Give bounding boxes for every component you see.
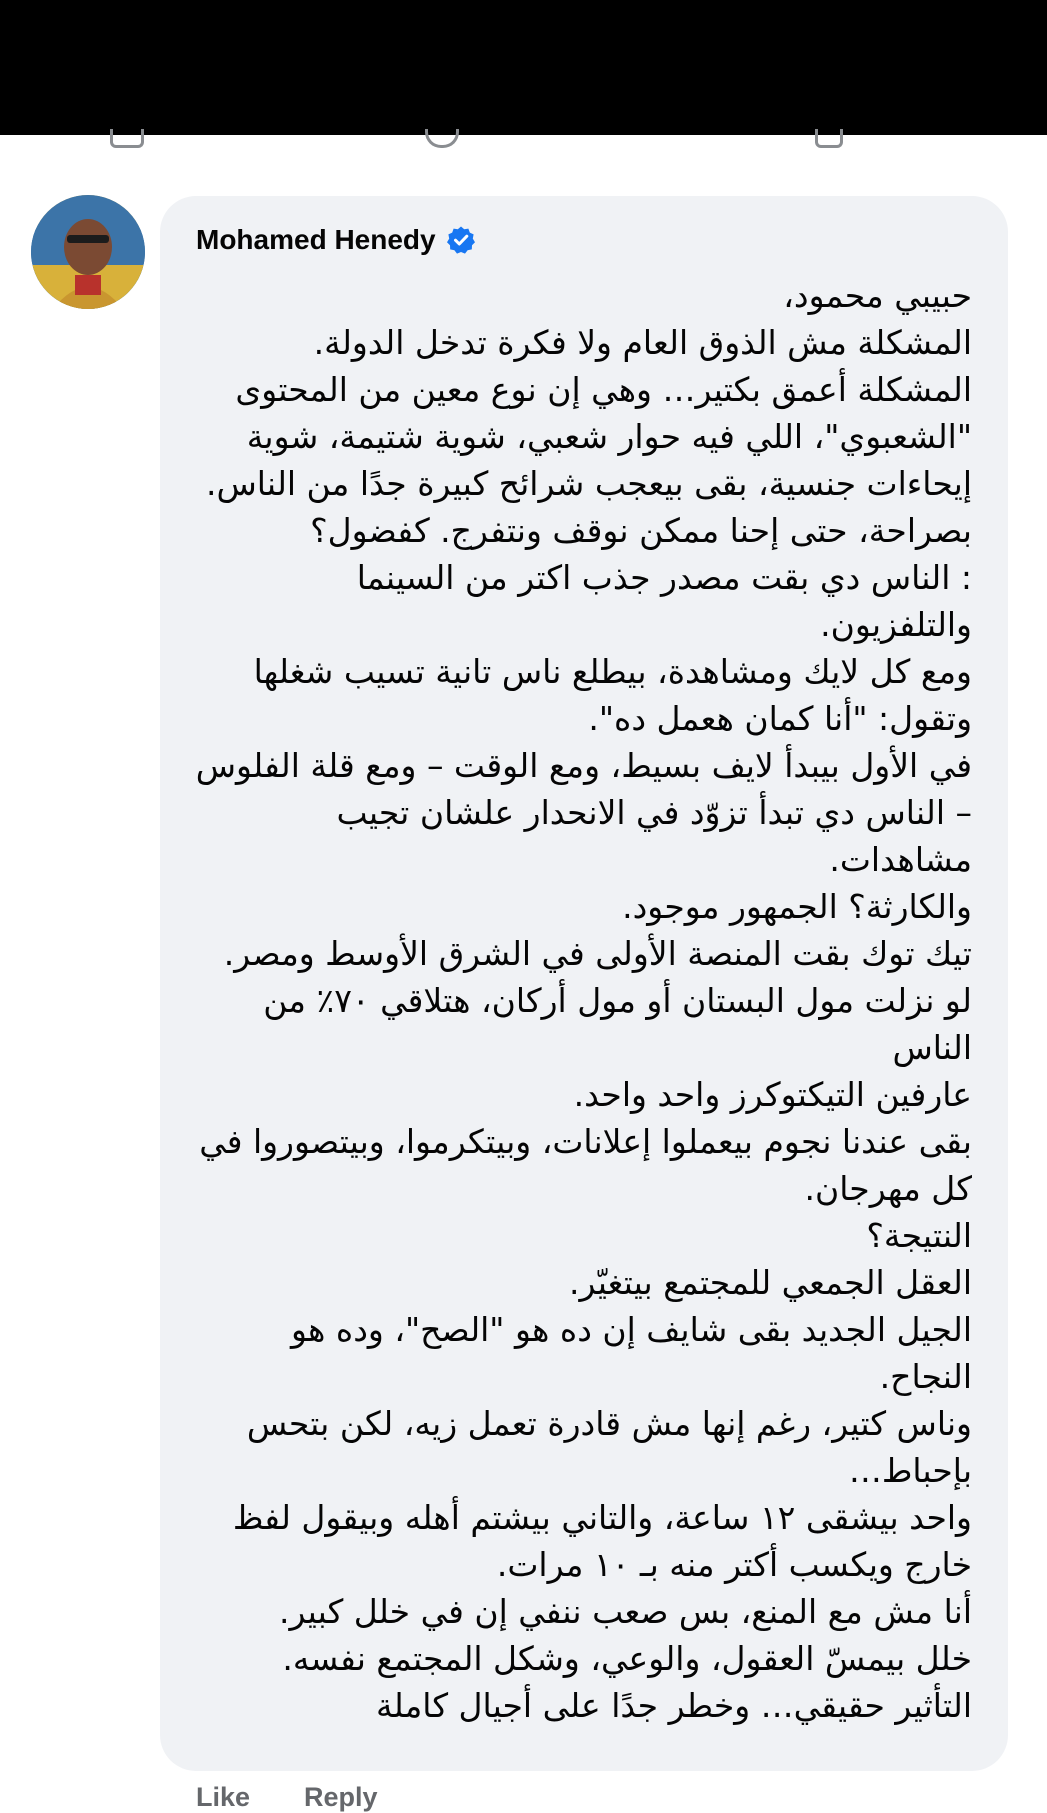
comment-line: خلل بيمسّ العقول، والوعي، وشكل المجتمع نفسه. bbox=[282, 1639, 972, 1678]
comment-line: وتقول: "أنا كمان هعمل ده". bbox=[588, 699, 972, 738]
comment-line: "الشعبوي"، اللي فيه حوار شعبي، شوية شتيمة، شوية bbox=[246, 417, 972, 456]
comment-line: ومع كل لايك ومشاهدة، بيطلع ناس تانية تسيب شغلها bbox=[253, 652, 972, 691]
comment-line: أنا مش مع المنع، بس صعب ننفي إن في خلل كبير. bbox=[278, 1592, 972, 1631]
reply-button[interactable]: Reply bbox=[304, 1782, 378, 1812]
avatar-portrait bbox=[31, 195, 145, 309]
like-button[interactable]: Like bbox=[196, 1782, 251, 1812]
comment-line: بإحباط… bbox=[848, 1451, 972, 1490]
comment-line: عارفين التيكتوكرز واحد واحد. bbox=[573, 1075, 972, 1114]
comment-line: وناس كتير، رغم إنها مش قادرة تعمل زيه، لكن بتحس bbox=[246, 1404, 972, 1443]
comment-bubble bbox=[160, 196, 1008, 1771]
comment-line: مشاهدات. bbox=[829, 840, 972, 879]
verified-badge-icon bbox=[446, 225, 476, 255]
comment-line: واحد بيشقى ١٢ ساعة، والتاني بيشتم أهله وبيقول لفظ bbox=[232, 1498, 972, 1537]
comment-line: بقى عندنا نجوم بيعملوا إعلانات، وبيتكرموا، وبيتصوروا في bbox=[199, 1122, 972, 1161]
comment-actions bbox=[196, 1782, 378, 1813]
comment-line: الجيل الجديد بقى شايف إن ده هو "الصح"، وده هو bbox=[290, 1310, 972, 1349]
comment-line: النجاح. bbox=[879, 1357, 972, 1396]
comment-line: المشكلة مش الذوق العام ولا فكرة تدخل الدولة. bbox=[313, 323, 972, 362]
comment-line: في الأول بيبدأ لايف بسيط، ومع الوقت – ومع قلة الفلوس bbox=[195, 746, 972, 785]
comment-line: التأثير حقيقي… وخطر جدًا على أجيال كاملة bbox=[375, 1686, 972, 1725]
comment-line: إيحاءات جنسية، بقى بيعجب شرائح كبيرة جدًا من الناس. bbox=[206, 464, 972, 503]
comment-line: – الناس دي تبدأ تزوّد في الانحدار علشان تجيب bbox=[336, 793, 972, 832]
comment-line: حبيبي محمود، bbox=[783, 276, 972, 315]
comment-line: والتلفزيون. bbox=[820, 605, 972, 644]
comment-line: العقل الجمعي للمجتمع بيتغيّر. bbox=[569, 1263, 972, 1302]
partial-toolbar-icon bbox=[815, 129, 843, 148]
author-name[interactable]: Mohamed Henedy bbox=[196, 224, 436, 255]
cut-off-toolbar-row bbox=[0, 135, 1047, 147]
comment-line: : الناس دي بقت مصدر جذب اكتر من السينما bbox=[356, 558, 972, 597]
comment-line: خارج ويكسب أكتر منه بـ ١٠ مرات. bbox=[496, 1545, 972, 1584]
comment-line: بصراحة، حتى إحنا ممكن نوقف ونتفرج. كفضول؟ bbox=[310, 511, 972, 550]
comment-line: تيك توك بقت المنصة الأولى في الشرق الأوسط ومصر. bbox=[223, 934, 972, 973]
partial-toolbar-icon bbox=[110, 129, 144, 148]
author-avatar[interactable] bbox=[31, 195, 145, 309]
comment-line: المشكلة أعمق بكتير… وهي إن نوع معين من المحتوى bbox=[235, 370, 972, 409]
comment-line: لو نزلت مول البستان أو مول أركان، هتلاقي ٧٠٪ من الناس bbox=[263, 981, 972, 1067]
comment-text bbox=[182, 272, 972, 1729]
top-black-bar bbox=[0, 0, 1047, 135]
comment-line: والكارثة؟ الجمهور موجود. bbox=[622, 887, 972, 926]
comment-line: كل مهرجان. bbox=[804, 1169, 972, 1208]
comment-line: النتيجة؟ bbox=[866, 1216, 972, 1255]
partial-toolbar-icon bbox=[425, 129, 459, 148]
author-row bbox=[196, 224, 476, 256]
